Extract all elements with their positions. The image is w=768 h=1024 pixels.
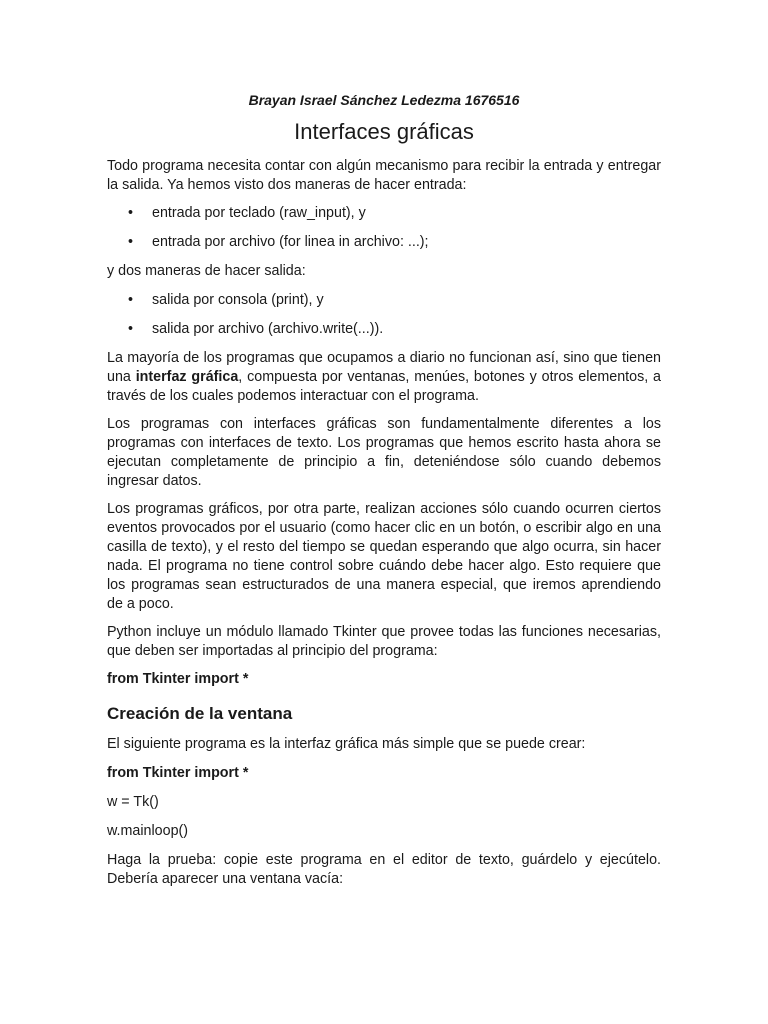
bullet-icon: • bbox=[128, 205, 134, 221]
list-item bbox=[107, 291, 661, 310]
gui-intro-paragraph bbox=[107, 349, 661, 406]
comparison-paragraph: Los programas con interfaces gráficas son fundamentalmente diferentes a los programas con interfaces de texto. Los programas que hemos escrito hasta ahora se ejecutan completamente de principio a fin, deteniéndose sólo cuando debemos ingresar datos. bbox=[107, 416, 661, 489]
list-item-text: entrada por teclado (raw_input), y bbox=[152, 205, 366, 221]
simple-program-paragraph: El siguiente programa es la interfaz gráfica más simple que se puede crear: bbox=[107, 736, 586, 752]
document-content bbox=[107, 91, 661, 898]
output-intro-paragraph: y dos maneras de hacer salida: bbox=[107, 263, 306, 279]
list-item-text: salida por archivo (archivo.write(...)). bbox=[152, 321, 384, 337]
tkinter-paragraph: Python incluye un módulo llamado Tkinter que provee todas las funciones necesarias, que deben ser importadas al principio del programa: bbox=[107, 624, 661, 659]
paragraph-text: La mayoría de los programas que ocupamos a diario no funcionan así, sino que tienen una bbox=[107, 350, 661, 385]
list-item bbox=[107, 233, 661, 252]
code-line: from Tkinter import * bbox=[107, 765, 249, 781]
output-methods-list bbox=[107, 291, 661, 339]
list-item-text: entrada por archivo (for linea in archivo: ...); bbox=[152, 234, 429, 250]
input-methods-list bbox=[107, 204, 661, 252]
paragraph-text: , compuesta por ventanas, menúes, botones y otros elementos, a través de los cuales podemos interactuar con el programa. bbox=[107, 369, 661, 404]
bullet-icon: • bbox=[128, 234, 134, 250]
list-item-text: salida por consola (print), y bbox=[152, 292, 324, 308]
code-line: w.mainloop() bbox=[107, 823, 189, 839]
list-item bbox=[107, 204, 661, 223]
bullet-icon: • bbox=[128, 292, 134, 308]
events-paragraph: Los programas gráficos, por otra parte, realizan acciones sólo cuando ocurren ciertos eventos provocados por el usuario (como hacer clic en un botón, o escribir algo en una casilla de texto), y el resto del tiempo se quedan esperando que algo ocurra, sin hacer nada. El programa no tiene control sobre cuándo debe hacer algo. Esto requiere que los programas sean estructurados de una manera especial, que iremos aprendiendo de a poco. bbox=[107, 501, 661, 612]
intro-paragraph: Todo programa necesita contar con algún mecanismo para recibir la entrada y entregar la salida. Ya hemos visto dos maneras de hacer entrada: bbox=[107, 158, 661, 193]
list-item bbox=[107, 320, 661, 339]
code-line: w = Tk() bbox=[107, 794, 159, 810]
emphasis-text: interfaz gráfica bbox=[135, 369, 239, 385]
document-title: Interfaces gráficas bbox=[294, 119, 474, 144]
bullet-icon: • bbox=[128, 321, 134, 337]
author-line: Brayan Israel Sánchez Ledezma 1676516 bbox=[248, 92, 520, 108]
section-heading: Creación de la ventana bbox=[107, 704, 293, 723]
try-it-paragraph: Haga la prueba: copie este programa en el editor de texto, guárdelo y ejecútelo. Debería aparecer una ventana vacía: bbox=[107, 852, 661, 887]
code-line: from Tkinter import * bbox=[107, 671, 249, 687]
